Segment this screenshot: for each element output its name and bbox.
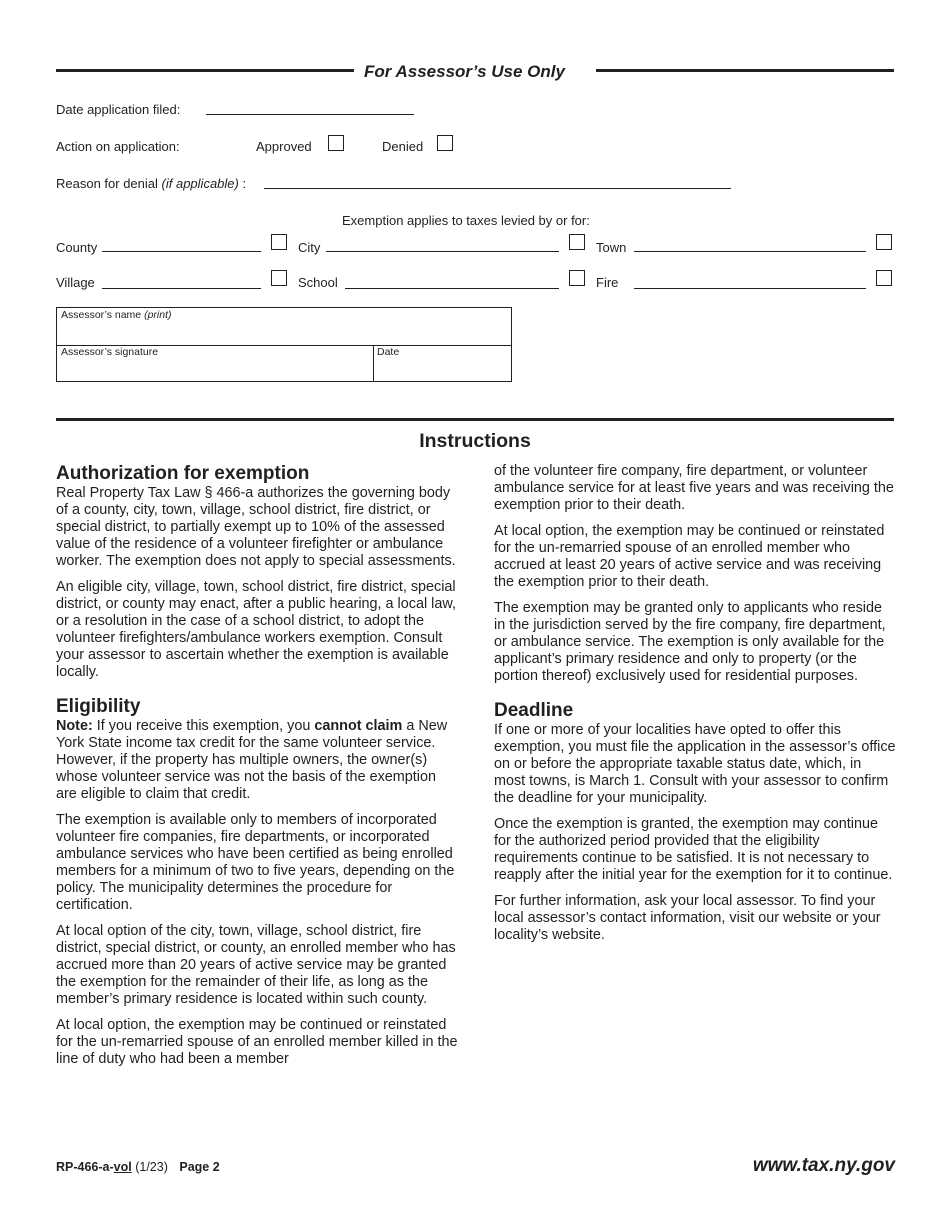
assessor-name-label	[61, 309, 172, 321]
assessor-rule-right	[596, 69, 894, 72]
deadline-heading: Deadline	[494, 700, 574, 721]
page-number: Page 2	[179, 1160, 220, 1174]
town-checkbox[interactable]	[876, 234, 892, 250]
eligibility-paragraph-4: At local option, the exemption may be continued or reinstated for the un-remarried spouse of an enrolled member killed in the line of duty who had been a member	[56, 1017, 458, 1067]
website-link[interactable]: www.tax.ny.gov	[752, 1155, 895, 1176]
instructions-heading: Instructions	[419, 430, 531, 452]
assessor-name-text: Assessor’s name	[61, 309, 142, 321]
deadline-paragraph-1: If one or more of your localities have opted to offer this exemption, you must file the application in the assessor’s office on or before the appropriate taxable status date, which, in most towns, is March 1. Consult with your assessor to confirm the deadline for your municipality.	[494, 722, 896, 806]
county-field[interactable]	[102, 251, 261, 252]
date-filed-label: Date application filed:	[56, 102, 181, 117]
eligibility-paragraph-5: At local option, the exemption may be continued or reinstated for the un-remarried spouse of an enrolled member who accrued at least 20 years of active service and was receiving the exemption prior to their death.	[494, 523, 885, 590]
assessor-rule-left	[56, 69, 354, 72]
reason-colon: :	[242, 176, 247, 191]
reason-denial-label	[56, 176, 246, 191]
eligibility-heading: Eligibility	[56, 696, 141, 717]
city-checkbox[interactable]	[569, 234, 585, 250]
eligibility-note	[56, 718, 458, 803]
town-field[interactable]	[634, 251, 866, 252]
eligibility-paragraph-2: The exemption is available only to members of incorporated volunteer fire companies, fire departments, or incorporated ambulance services who have been certified as being enrolled members for a minimum of two to five years, depending on the policy. The municipality determines the procedure for certification.	[56, 812, 455, 913]
authorization-heading: Authorization for exemption	[56, 463, 310, 484]
assessor-name-qualifier: (print)	[144, 309, 172, 321]
form-revision: (1/23)	[131, 1160, 168, 1174]
school-checkbox[interactable]	[569, 270, 585, 286]
instructions-right-column	[494, 463, 896, 944]
city-label: City	[298, 240, 321, 255]
deadline-paragraph-3: For further information, ask your local assessor. To find your local assessor’s contact information, visit our website or your locality’s website.	[494, 893, 881, 943]
instructions-left-column	[56, 463, 458, 1068]
note-text-a: If you receive this exemption, you	[92, 718, 315, 734]
reason-qualifier: (if applicable)	[161, 176, 239, 191]
eligibility-paragraph-4-continued: of the volunteer fire company, fire department, or volunteer ambulance service for at least five years and was receiving the exemption prior to their death.	[494, 463, 894, 513]
denied-checkbox[interactable]	[437, 135, 453, 151]
approved-label: Approved	[256, 139, 312, 154]
assessor-signature-label: Assessor’s signature	[61, 346, 159, 358]
form-number-suffix: vol	[113, 1160, 132, 1174]
authorization-paragraph-2: An eligible city, village, town, school district, fire district, special district, or county may enact, after a public hearing, a local law, or a resolution in the case of a school district, to adopt the volunteer firefighters/ambulance workers exemption. Consult your assessor to ascertain whether the exemption is available locally.	[56, 579, 456, 680]
county-label: County	[56, 240, 98, 255]
fire-field[interactable]	[634, 288, 866, 289]
reason-denial-field[interactable]	[264, 188, 731, 189]
note-bold: cannot claim	[314, 718, 403, 734]
deadline-paragraph-2: Once the exemption is granted, the exemption may continue for the authorized period provided that the eligibility requirements continue to be satisfied. It is not necessary to reapply after the initial year for the exemption for it to continue.	[494, 816, 893, 883]
county-checkbox[interactable]	[271, 234, 287, 250]
authorization-paragraph-1: Real Property Tax Law § 466-a authorizes the governing body of a county, city, town, village, school district, fire district, or special district, to partially exempt up to 10% of the assessed value of the residence of a volunteer firefighter or ambulance worker. The exemption does not apply to special assessments.	[56, 485, 456, 569]
city-field[interactable]	[326, 251, 559, 252]
date-filed-field[interactable]	[206, 114, 414, 115]
form-id	[56, 1160, 220, 1175]
village-checkbox[interactable]	[271, 270, 287, 286]
reason-label-text: Reason for denial	[56, 176, 158, 191]
assessor-date-label: Date	[377, 346, 400, 358]
denied-label: Denied	[382, 139, 424, 154]
approved-checkbox[interactable]	[328, 135, 344, 151]
instructions-rule	[56, 418, 894, 421]
exemption-applies-label: Exemption applies to taxes levied by or for:	[342, 213, 590, 228]
town-label: Town	[596, 240, 627, 255]
eligibility-paragraph-6: The exemption may be granted only to applicants who reside in the jurisdiction served by the fire company, fire department, or ambulance service. The exemption is only available for the applicant’s primary residence and only to property (or the portion thereof) exclusively used for residential purposes.	[494, 600, 886, 684]
assessor-section-title: For Assessor’s Use Only	[364, 62, 565, 81]
village-label: Village	[56, 275, 95, 290]
note-text-b: a New York State income tax credit for the same volunteer service. However, if the property has multiple owners, the owner(s) whose volunteer service was not the basis of the exemption are eligible to claim that credit.	[56, 718, 448, 802]
form-number-prefix: RP-466-a-	[56, 1160, 114, 1174]
village-field[interactable]	[102, 288, 261, 289]
school-field[interactable]	[345, 288, 559, 289]
fire-checkbox[interactable]	[876, 270, 892, 286]
note-label: Note:	[56, 718, 93, 734]
action-label: Action on application:	[56, 139, 180, 154]
fire-label: Fire	[596, 275, 619, 290]
eligibility-paragraph-3: At local option of the city, town, village, school district, fire district, special district, or county, an enrolled member who has accrued more than 20 years of active service may be granted the exemption for the remainder of their life, as long as the member’s primary residence is located within such county.	[56, 923, 456, 1007]
school-label: School	[298, 275, 338, 290]
